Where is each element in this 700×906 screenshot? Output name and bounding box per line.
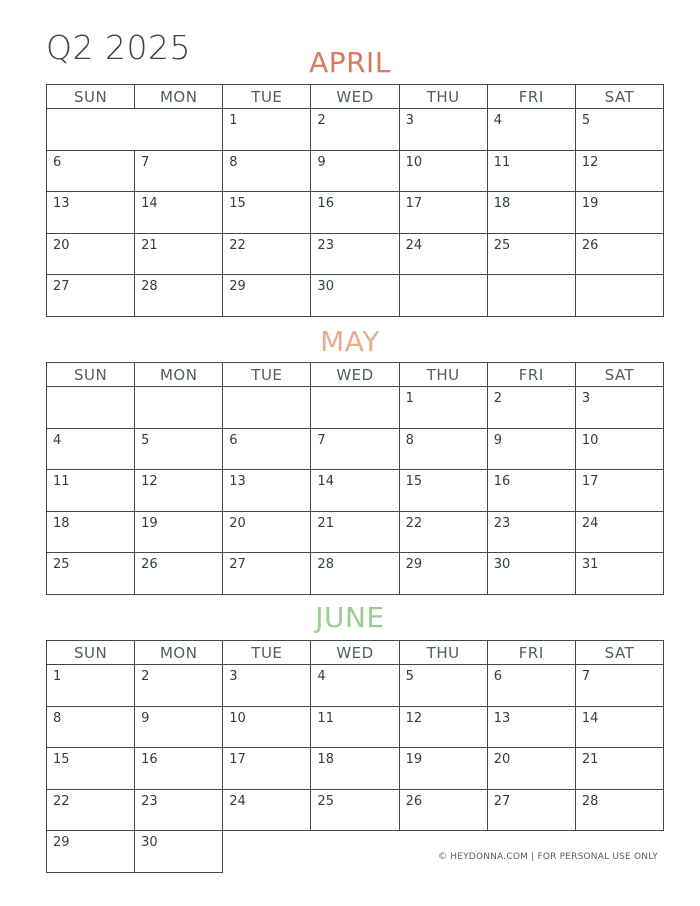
week-row: [47, 665, 664, 707]
month-title-april: APRIL: [309, 46, 391, 79]
day-cell: 20: [47, 233, 135, 275]
weekday-sat: SAT: [575, 85, 663, 109]
week-row: [47, 192, 664, 234]
week-row: [47, 748, 664, 790]
day-cell: 10: [575, 428, 663, 470]
day-cell: 12: [399, 706, 487, 748]
weekday-thu: THU: [399, 363, 487, 387]
day-cell: 3: [575, 387, 663, 429]
day-cell: 23: [311, 233, 399, 275]
day-cell: 2: [311, 109, 399, 151]
day-cell: 4: [311, 665, 399, 707]
day-cell: 20: [487, 748, 575, 790]
day-cell: 10: [399, 150, 487, 192]
weekday-tue: TUE: [223, 85, 311, 109]
day-cell: [47, 109, 135, 151]
copyright-footer: © HEYDONNA.COM | FOR PERSONAL USE ONLY: [438, 852, 658, 862]
day-cell: 18: [311, 748, 399, 790]
day-cell: 8: [399, 428, 487, 470]
weekday-sun: SUN: [47, 363, 135, 387]
day-cell: [47, 387, 135, 429]
month-title-june: JUNE: [315, 601, 385, 634]
day-cell: 24: [575, 511, 663, 553]
day-cell: 23: [487, 511, 575, 553]
day-cell: 30: [135, 831, 223, 873]
day-cell: 21: [575, 748, 663, 790]
weekday-fri: FRI: [487, 641, 575, 665]
day-cell: [223, 387, 311, 429]
day-cell: 29: [47, 831, 135, 873]
day-cell: 30: [487, 553, 575, 595]
day-cell: 19: [399, 748, 487, 790]
day-cell: 5: [399, 665, 487, 707]
day-cell: 14: [575, 706, 663, 748]
day-cell: 12: [135, 470, 223, 512]
day-cell: 19: [575, 192, 663, 234]
day-cell: 5: [575, 109, 663, 151]
day-cell: 24: [399, 233, 487, 275]
weekday-header-row: [47, 641, 664, 665]
day-cell: 4: [47, 428, 135, 470]
day-cell: 2: [487, 387, 575, 429]
week-row: [47, 109, 664, 151]
day-cell: 28: [575, 789, 663, 831]
day-cell: 17: [223, 748, 311, 790]
day-cell: 7: [311, 428, 399, 470]
day-cell: 10: [223, 706, 311, 748]
day-cell: 17: [399, 192, 487, 234]
day-cell: 25: [47, 553, 135, 595]
day-cell: 14: [135, 192, 223, 234]
weekday-mon: MON: [135, 85, 223, 109]
week-row: [47, 511, 664, 553]
week-row: [47, 233, 664, 275]
day-cell: 15: [399, 470, 487, 512]
week-row: [47, 706, 664, 748]
day-cell: 1: [399, 387, 487, 429]
day-cell: 7: [135, 150, 223, 192]
weekday-sat: SAT: [575, 641, 663, 665]
day-cell: 9: [135, 706, 223, 748]
day-cell: 16: [135, 748, 223, 790]
day-cell: 28: [135, 275, 223, 317]
day-cell: 20: [223, 511, 311, 553]
day-cell: 21: [311, 511, 399, 553]
weekday-tue: TUE: [223, 363, 311, 387]
day-cell: 17: [575, 470, 663, 512]
day-cell: 28: [311, 553, 399, 595]
week-row: [47, 470, 664, 512]
day-cell: 22: [399, 511, 487, 553]
weekday-header-row: [47, 85, 664, 109]
day-cell: [135, 387, 223, 429]
day-cell: 13: [47, 192, 135, 234]
day-cell: 7: [575, 665, 663, 707]
day-cell: 4: [487, 109, 575, 151]
day-cell: 11: [47, 470, 135, 512]
day-cell: 3: [223, 665, 311, 707]
day-cell: 18: [487, 192, 575, 234]
calendar-june: [46, 640, 664, 873]
day-cell: 13: [487, 706, 575, 748]
day-cell: 29: [223, 275, 311, 317]
day-cell: 11: [311, 706, 399, 748]
day-cell: [311, 387, 399, 429]
day-cell: 6: [223, 428, 311, 470]
day-cell: 22: [223, 233, 311, 275]
weekday-mon: MON: [135, 363, 223, 387]
day-cell: 22: [47, 789, 135, 831]
day-cell: 26: [575, 233, 663, 275]
day-cell: 8: [223, 150, 311, 192]
day-cell: 2: [135, 665, 223, 707]
day-cell: 21: [135, 233, 223, 275]
day-cell: 8: [47, 706, 135, 748]
month-title-may: MAY: [320, 325, 380, 358]
day-cell: 15: [223, 192, 311, 234]
week-row: [47, 275, 664, 317]
weekday-tue: TUE: [223, 641, 311, 665]
day-cell: 29: [399, 553, 487, 595]
week-row: [47, 789, 664, 831]
day-cell: 1: [47, 665, 135, 707]
day-cell: 19: [135, 511, 223, 553]
day-cell: [399, 275, 487, 317]
weekday-sun: SUN: [47, 85, 135, 109]
day-cell: 18: [47, 511, 135, 553]
day-cell: 9: [311, 150, 399, 192]
day-cell: [135, 109, 223, 151]
day-cell: 15: [47, 748, 135, 790]
weekday-sat: SAT: [575, 363, 663, 387]
weekday-thu: THU: [399, 85, 487, 109]
day-cell: 26: [135, 553, 223, 595]
day-cell: 11: [487, 150, 575, 192]
day-cell: 27: [47, 275, 135, 317]
day-cell: 13: [223, 470, 311, 512]
page-title: Q2 2025: [46, 28, 191, 67]
weekday-thu: THU: [399, 641, 487, 665]
day-cell: 31: [575, 553, 663, 595]
calendar-april: [46, 84, 664, 317]
day-cell: 16: [487, 470, 575, 512]
day-cell: [575, 275, 663, 317]
weekday-fri: FRI: [487, 363, 575, 387]
day-cell: 30: [311, 275, 399, 317]
day-cell: 23: [135, 789, 223, 831]
week-row: [47, 387, 664, 429]
day-cell: 5: [135, 428, 223, 470]
day-cell: 24: [223, 789, 311, 831]
week-row: [47, 553, 664, 595]
day-cell: [487, 275, 575, 317]
day-cell: 9: [487, 428, 575, 470]
day-cell: 6: [47, 150, 135, 192]
weekday-wed: WED: [311, 363, 399, 387]
day-cell: 1: [223, 109, 311, 151]
day-cell: 14: [311, 470, 399, 512]
day-cell: 25: [311, 789, 399, 831]
day-cell: 3: [399, 109, 487, 151]
calendar-may: [46, 362, 664, 595]
week-row: [47, 428, 664, 470]
day-cell: 25: [487, 233, 575, 275]
week-row: [47, 150, 664, 192]
weekday-mon: MON: [135, 641, 223, 665]
weekday-wed: WED: [311, 85, 399, 109]
day-cell: 12: [575, 150, 663, 192]
day-cell: 16: [311, 192, 399, 234]
weekday-fri: FRI: [487, 85, 575, 109]
weekday-wed: WED: [311, 641, 399, 665]
weekday-sun: SUN: [47, 641, 135, 665]
day-cell: 27: [223, 553, 311, 595]
weekday-header-row: [47, 363, 664, 387]
day-cell: 6: [487, 665, 575, 707]
day-cell: 26: [399, 789, 487, 831]
day-cell: 27: [487, 789, 575, 831]
